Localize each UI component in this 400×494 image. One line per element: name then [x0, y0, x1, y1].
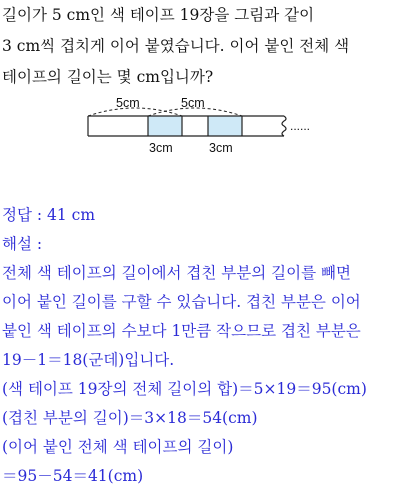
tape-outline — [88, 116, 284, 136]
solution-line-5: (색 테이프 19장의 전체 길이의 합)＝5×19＝95(cm) — [2, 380, 367, 398]
bottom-label-2: 3cm — [209, 141, 233, 155]
solution-line-8: ＝95－54＝41(cm) — [2, 467, 144, 485]
top-label-1: 5cm — [116, 96, 140, 110]
solution-heading: 해설 : — [2, 235, 43, 253]
overlap-region-2 — [208, 116, 242, 136]
solution-line-4: 19－1＝18(군데)입니다. — [2, 351, 175, 369]
problem-line-3: 테이프의 길이는 몇 cm입니까? — [2, 68, 214, 86]
continuation-ellipsis: ...... — [290, 119, 311, 133]
break-mark — [282, 116, 286, 136]
overlap-region-1 — [148, 116, 182, 136]
top-label-2: 5cm — [181, 96, 205, 110]
answer-block — [2, 201, 398, 491]
problem-line-1: 길이가 5 cm인 색 테이프 19장을 그림과 같이 — [2, 6, 315, 24]
solution-line-6: (겹친 부분의 길이)＝3×18＝54(cm) — [2, 409, 258, 427]
solution-line-2: 이어 붙인 길이를 구할 수 있습니다. 겹친 부분은 이어 — [2, 293, 361, 311]
tape-diagram — [86, 94, 320, 160]
solution-line-1: 전체 색 테이프의 길이에서 겹친 부분의 길이를 빼면 — [2, 264, 351, 282]
bottom-label-1: 3cm — [149, 141, 173, 155]
tape-figure — [86, 94, 320, 160]
problem-text — [2, 0, 398, 93]
answer-line: 정답 : 41 cm — [2, 206, 96, 224]
solution-line-7: (이어 붙인 전체 색 테이프의 길이) — [2, 438, 234, 456]
problem-line-2: 3 cm씩 겹치게 이어 붙였습니다. 이어 붙인 전체 색 — [2, 37, 350, 55]
solution-line-3: 붙인 색 테이프의 수보다 1만큼 작으므로 겹친 부분은 — [2, 322, 361, 340]
